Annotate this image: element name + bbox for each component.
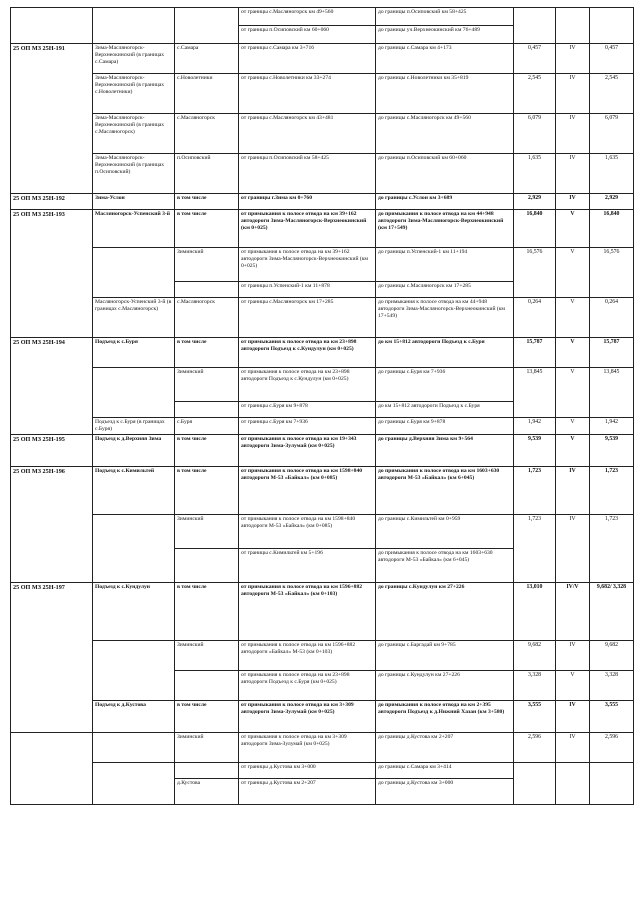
road-code-cell (11, 8, 93, 44)
table-row (11, 434, 634, 466)
length-cell: 3,555 (514, 700, 556, 732)
to-cell: до границы с.Баргадай км 9+785 (376, 640, 514, 670)
category-cell: IV (556, 514, 590, 582)
table-row (11, 74, 634, 114)
roads-table-body (11, 8, 634, 805)
district-cell: Зиминский (175, 640, 239, 670)
district-cell: с.Масляногорск (175, 298, 239, 338)
district-cell: в том числе (175, 338, 239, 368)
to-cell: до границы с.Кимильтей км 0+959 (376, 514, 514, 548)
category-cell: IV (556, 640, 590, 670)
from-cell: от границы п.Успенский-1 км 11+878 (239, 282, 376, 298)
to-cell: до границы с.Масляногорск км 49+560 (376, 114, 514, 154)
road-name-cell: Зима-Масляногорск-Верхнеокинский (в границах с.Масляногорск) (93, 114, 175, 154)
from-cell: от примыкания к полосе отвода на км 19+343 автодороги Зима-Зулумай (км 0+025) (239, 434, 376, 466)
from-cell: от границы п.Осиповский км 58+425 (239, 154, 376, 194)
to-cell: до примыкания к полосе отвода на км 1603+630 автодороги М-53 «Байкал» (км 6+045) (376, 466, 514, 514)
length-cell: 1,942 (514, 418, 556, 435)
road-name-cell: Зима-Услон (93, 194, 175, 210)
to-cell: до границы с.Кундулун км 27+226 (376, 670, 514, 700)
road-name-cell (93, 762, 175, 804)
from-cell: от границы с.Масляногорск км 43+481 (239, 114, 376, 154)
length-by-category-cell: 2,929 (590, 194, 634, 210)
length-by-category-cell: 3,328 (590, 670, 634, 700)
category-cell (556, 762, 590, 804)
from-cell: от примыкания к полосе отвода на км 3+309 автодороги Зима-Зулумай (км 0+025) (239, 700, 376, 732)
from-cell: от границы с.Самара км 3+716 (239, 44, 376, 74)
length-cell: 15,787 (514, 338, 556, 368)
category-cell: V (556, 248, 590, 298)
road-code-cell: 25 ОП МЗ 25Н-196 (11, 466, 93, 582)
to-cell: до км 15+812 автодороги Подъезд к с.Буря (376, 402, 514, 418)
to-cell: до границы д.Верхняя Зима км 9+564 (376, 434, 514, 466)
table-row (11, 298, 634, 338)
from-cell: от границы д.Кустова км 3+000 (239, 762, 376, 778)
district-cell: Зиминский (175, 248, 239, 282)
from-cell: от границы с.Масляногорск км 49+560 (239, 8, 376, 26)
to-cell: до границы с.Услон км 3+689 (376, 194, 514, 210)
from-cell: от примыкания к полосе отвода на км 1598+840 автодороги М-53 «Байкал» (км 0+085) (239, 514, 376, 548)
length-by-category-cell: 1,942 (590, 418, 634, 435)
road-name-cell: Подъезд к с.Буря (в границах с.Буря) (93, 418, 175, 435)
table-row (11, 210, 634, 248)
road-name-cell: Масляногорск-Успенский 3-й (93, 210, 175, 248)
length-by-category-cell: 9,682 (590, 640, 634, 670)
category-cell: V (556, 368, 590, 418)
to-cell: до границы д.Кустова км 2+207 (376, 732, 514, 762)
table-row (11, 368, 634, 402)
to-cell: до км 15+812 автодороги Подъезд к с.Буря (376, 338, 514, 368)
to-cell: до границы с.Буря км 9+878 (376, 418, 514, 435)
length-cell: 2,929 (514, 194, 556, 210)
length-by-category-cell: 3,555 (590, 700, 634, 732)
length-by-category-cell: 16,576 (590, 248, 634, 298)
category-cell: V (556, 670, 590, 700)
table-row (11, 338, 634, 368)
road-code-cell: 25 ОП МЗ 25Н-195 (11, 434, 93, 466)
length-cell (514, 8, 556, 44)
from-cell: от границы с.Кимильтей км 5+196 (239, 548, 376, 582)
category-cell: IV (556, 44, 590, 74)
table-row (11, 114, 634, 154)
district-cell: с.Самара (175, 44, 239, 74)
category-cell: IV (556, 74, 590, 114)
category-cell: IV (556, 114, 590, 154)
category-cell: IV/V (556, 582, 590, 640)
length-cell: 2,596 (514, 732, 556, 762)
length-by-category-cell (590, 762, 634, 804)
category-cell: V (556, 434, 590, 466)
from-cell: от границы с.Новолетники км 33+274 (239, 74, 376, 114)
length-by-category-cell: 16,840 (590, 210, 634, 248)
length-cell: 13,845 (514, 368, 556, 418)
category-cell: V (556, 418, 590, 435)
length-by-category-cell: 1,723 (590, 514, 634, 582)
length-cell: 9,682 (514, 640, 556, 670)
to-cell: до границы п.Успенский-1 км 11+194 (376, 248, 514, 282)
from-cell: от примыкания к полосе отвода на км 39+162 автодороги Зима-Масляногорск-Верхнеокинский (км 0+025) (239, 248, 376, 282)
road-name-cell: Подъезд к с.Буря (93, 338, 175, 368)
road-name-cell: Зима-Масляногорск-Верхнеокинский (в границах с.Новолетники) (93, 74, 175, 114)
length-cell (514, 762, 556, 804)
to-cell: до границы с.Новолетники км 35+819 (376, 74, 514, 114)
table-row (11, 8, 634, 26)
district-cell: с.Буря (175, 418, 239, 435)
to-cell: до границы с.Самара км 4+173 (376, 44, 514, 74)
table-row (11, 44, 634, 74)
length-by-category-cell: 13,845 (590, 368, 634, 418)
category-cell: IV (556, 154, 590, 194)
road-name-cell (93, 640, 175, 700)
to-cell: до границы с.Буря км 7+936 (376, 368, 514, 402)
district-cell (175, 762, 239, 778)
district-cell (175, 548, 239, 582)
length-by-category-cell (590, 8, 634, 44)
length-cell: 2,545 (514, 74, 556, 114)
table-row (11, 700, 634, 732)
length-by-category-cell: 6,079 (590, 114, 634, 154)
length-cell: 1,635 (514, 154, 556, 194)
length-by-category-cell: 1,635 (590, 154, 634, 194)
length-by-category-cell: 0,264 (590, 298, 634, 338)
category-cell: V (556, 210, 590, 248)
table-row (11, 732, 634, 762)
road-name-cell (93, 248, 175, 298)
road-name-cell: Масляногорск-Успенский 3-й (в границах с.Масляногорск) (93, 298, 175, 338)
to-cell: до границы д.Кустова км 3+000 (376, 778, 514, 804)
district-cell: в том числе (175, 434, 239, 466)
road-code-cell (11, 732, 93, 804)
length-cell: 0,264 (514, 298, 556, 338)
from-cell: от границы с.Буря км 7+936 (239, 418, 376, 435)
to-cell: до примыкания к полосе отвода на км 2+395 автодороги Подъезд к д.Нижний Хазан (км 3+580) (376, 700, 514, 732)
category-cell: IV (556, 194, 590, 210)
from-cell: от границы г.Зима км 0+760 (239, 194, 376, 210)
to-cell: до примыкания к полосе отвода на км 44+948 автодороги Зима-Масляногорск-Верхнеокинский (км 17+549) (376, 210, 514, 248)
from-cell: от примыкания к полосе отвода на км 3+309 автодороги Зима-Зулумай (км 0+025) (239, 732, 376, 762)
road-name-cell (93, 368, 175, 418)
district-cell: в том числе (175, 466, 239, 514)
category-cell (556, 8, 590, 44)
length-cell: 13,010 (514, 582, 556, 640)
road-name-cell: Подъезд к д.Кустова (93, 700, 175, 732)
length-by-category-cell: 9,682/ 3,328 (590, 582, 634, 640)
table-row (11, 582, 634, 640)
from-cell: от примыкания к полосе отвода на км 1596+882 автодороги «Байкал» М-53 (км 0+103) (239, 640, 376, 670)
district-cell: Зиминский (175, 732, 239, 762)
district-cell: в том числе (175, 700, 239, 732)
category-cell: IV (556, 466, 590, 514)
district-cell (175, 8, 239, 44)
length-by-category-cell: 9,539 (590, 434, 634, 466)
from-cell: от примыкания к полосе отвода на км 39+162 автодороги Зима-Масляногорск-Верхнеокинский (км 0+025) (239, 210, 376, 248)
to-cell: до границы с.Масляногорск км 17+285 (376, 282, 514, 298)
road-name-cell: Зима-Масляногорск-Верхнеокинский (в границах с.Самара) (93, 44, 175, 74)
length-by-category-cell: 2,596 (590, 732, 634, 762)
road-name-cell: Подъезд к с.Кундулун (93, 582, 175, 640)
from-cell: от примыкания к полосе отвода на км 1596+882 автодороги М-53 «Байкал» (км 0+103) (239, 582, 376, 640)
length-by-category-cell: 15,787 (590, 338, 634, 368)
district-cell (175, 670, 239, 700)
table-row (11, 194, 634, 210)
length-cell: 9,539 (514, 434, 556, 466)
length-cell: 16,840 (514, 210, 556, 248)
table-row (11, 762, 634, 778)
road-code-cell: 25 ОП МЗ 25Н-193 (11, 210, 93, 338)
length-cell: 1,723 (514, 514, 556, 582)
road-code-cell: 25 ОП МЗ 25Н-192 (11, 194, 93, 210)
length-cell: 6,079 (514, 114, 556, 154)
district-cell (175, 402, 239, 418)
category-cell: IV (556, 732, 590, 762)
table-row (11, 514, 634, 548)
to-cell: до примыкания к полосе отвода на км 1603+630 автодороги М-53 «Байкал» (км 6+045) (376, 548, 514, 582)
road-name-cell: Зима-Масляногорск-Верхнеокинский (в границах п.Осиповский) (93, 154, 175, 194)
table-row (11, 418, 634, 435)
from-cell: от примыкания к полосе отвода на км 23+898 автодороги Подъезд к с.Кундулун (км 0+025) (239, 338, 376, 368)
district-cell: п.Осиповский (175, 154, 239, 194)
district-cell: Зиминский (175, 368, 239, 402)
table-row (11, 248, 634, 282)
road-code-cell: 25 ОП МЗ 25Н-197 (11, 582, 93, 732)
to-cell: до границы с.Самара км 3+414 (376, 762, 514, 778)
table-row (11, 154, 634, 194)
roads-table (10, 7, 634, 805)
category-cell: V (556, 338, 590, 368)
from-cell: от границы д.Кустова км 2+207 (239, 778, 376, 804)
from-cell: от границы с.Буря км 9+878 (239, 402, 376, 418)
district-cell: д.Кустова (175, 778, 239, 804)
table-row (11, 640, 634, 670)
district-cell: в том числе (175, 194, 239, 210)
from-cell: от примыкания к полосе отвода на км 1598+840 автодороги М-53 «Байкал» (км 0+085) (239, 466, 376, 514)
road-name-cell: Подъезд к д.Верхняя Зима (93, 434, 175, 466)
from-cell: от границы п.Осиповский км 60+060 (239, 26, 376, 44)
length-cell: 0,457 (514, 44, 556, 74)
district-cell: Зиминский (175, 514, 239, 548)
length-by-category-cell: 1,723 (590, 466, 634, 514)
district-cell: с.Новолетники (175, 74, 239, 114)
category-cell: V (556, 298, 590, 338)
length-cell: 16,576 (514, 248, 556, 298)
length-by-category-cell: 0,457 (590, 44, 634, 74)
road-name-cell (93, 732, 175, 762)
district-cell: в том числе (175, 210, 239, 248)
from-cell: от примыкания к полосе отвода на км 23+898 автодороги Подъезд к с.Буря (км 0+025) (239, 670, 376, 700)
length-cell: 3,328 (514, 670, 556, 700)
to-cell: до границы уч.Верхнеокинский км 76+489 (376, 26, 514, 44)
to-cell: до примыкания к полосе отвода на км 44+948 автодороги Зима-Масляногорск-Верхнеокинский (км 17+549) (376, 298, 514, 338)
category-cell: IV (556, 700, 590, 732)
from-cell: от границы с.Масляногорск км 17+285 (239, 298, 376, 338)
road-name-cell (93, 514, 175, 582)
road-name-cell (93, 8, 175, 44)
road-code-cell: 25 ОП МЗ 25Н-191 (11, 44, 93, 194)
to-cell: до границы п.Осиповский км 58+425 (376, 8, 514, 26)
length-by-category-cell: 2,545 (590, 74, 634, 114)
to-cell: до границы п.Осиповский км 60+060 (376, 154, 514, 194)
road-name-cell: Подъезд к с.Кимильтей (93, 466, 175, 514)
to-cell: до границы с.Кундулун км 27+226 (376, 582, 514, 640)
road-code-cell: 25 ОП МЗ 25Н-194 (11, 338, 93, 435)
district-cell (175, 282, 239, 298)
length-cell: 1,723 (514, 466, 556, 514)
district-cell: в том числе (175, 582, 239, 640)
district-cell: с.Масляногорск (175, 114, 239, 154)
table-row (11, 466, 634, 514)
from-cell: от примыкания к полосе отвода на км 23+898 автодороги Подъезд к с.Кундулун (км 0+025) (239, 368, 376, 402)
